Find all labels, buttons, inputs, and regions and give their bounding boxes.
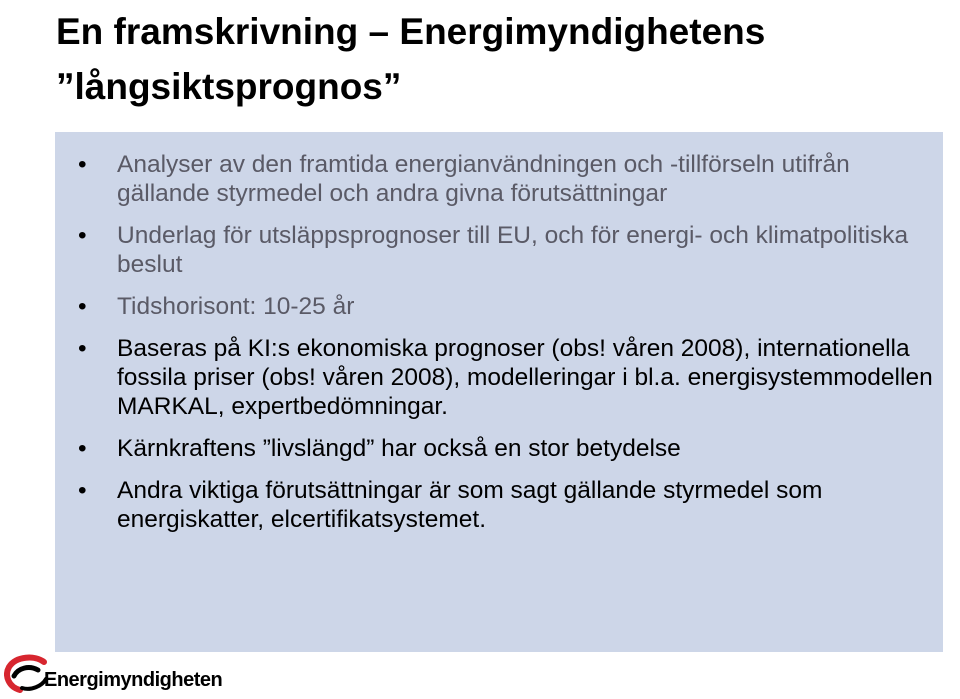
energimyndigheten-logo	[4, 652, 224, 696]
bullet-icon: •	[78, 477, 87, 504]
logo-text: Energimyndigheten	[44, 669, 223, 691]
bullet-icon: •	[78, 222, 87, 249]
title-line-2: ”långsiktsprognos”	[56, 66, 402, 107]
bullet-text: Tidshorisont: 10-25 år	[117, 293, 355, 320]
bullet-item	[78, 150, 938, 208]
bullet-text: Baseras på KI:s ekonomiska prognoser (obs! våren 2008), internationella fossila priser (obs! våren 2008), modelleringar i bl.a. energisystemmodellen MARKAL, expertbedömningar.	[117, 335, 933, 420]
bullet-icon: •	[78, 151, 87, 178]
bullet-item	[78, 476, 938, 534]
bullet-text: Underlag för utsläppsprognoser till EU, och för energi- och klimatpolitiska beslut	[117, 222, 909, 278]
bullet-icon: •	[78, 335, 87, 362]
bullet-item	[78, 221, 938, 279]
bullet-list	[78, 150, 938, 547]
bullet-icon: •	[78, 435, 87, 462]
slide-title	[56, 4, 956, 114]
bullet-item	[78, 434, 938, 463]
bullet-item	[78, 334, 938, 421]
bullet-icon: •	[78, 293, 87, 320]
bullet-item	[78, 292, 938, 321]
title-line-1: En framskrivning – Energimyndighetens	[56, 11, 766, 52]
bullet-text: Andra viktiga förutsättningar är som sagt gällande styrmedel som energiskatter, elcertifikatsystemet.	[117, 477, 823, 533]
bullet-text: Kärnkraftens ”livslängd” har också en stor betydelse	[117, 435, 681, 462]
bullet-text: Analyser av den framtida energianvändningen och -tillförseln utifrån gällande styrmedel och andra givna förutsättningar	[117, 151, 850, 207]
